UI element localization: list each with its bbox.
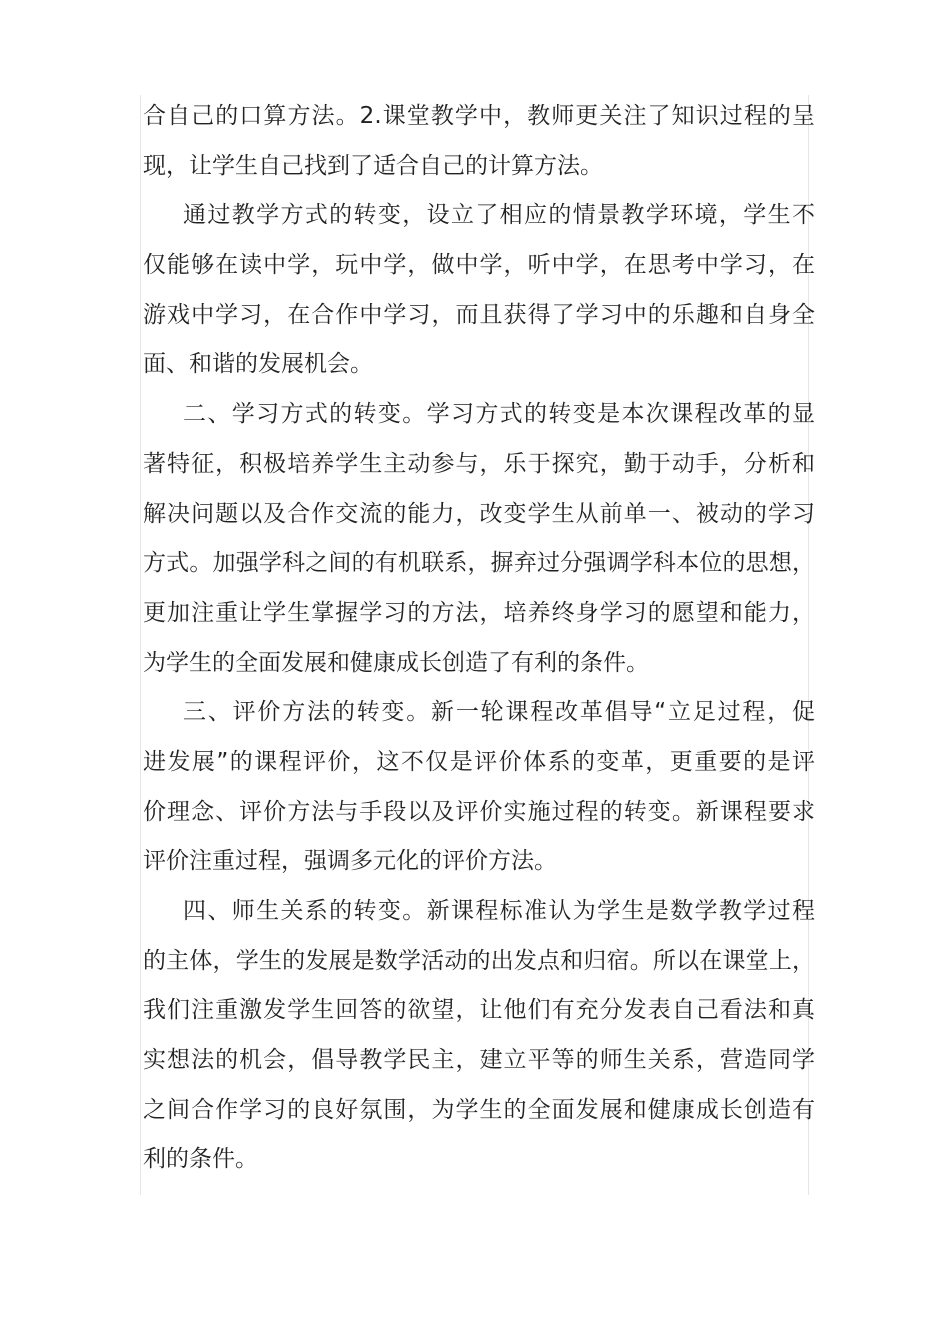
text-line: 解决问题以及合作交流的能力，改变学生从前单一、被动的学习 — [143, 500, 815, 527]
text-line: 现，让学生自己找到了适合自己的计算方法。 — [143, 152, 603, 179]
text-line: 更加注重让学生掌握学习的方法，培养终身学习的愿望和能力， — [143, 599, 815, 626]
text-line: 为学生的全面发展和健康成长创造了有利的条件。 — [143, 649, 649, 676]
text-line: 方式。加强学科之间的有机联系，摒弃过分强调学科本位的思想， — [143, 550, 815, 577]
document-body — [143, 92, 815, 1185]
text-line: 著特征，积极培养学生主动参与，乐于探究，勤于动手，分析和 — [143, 450, 815, 477]
text-line: 实想法的机会，倡导教学民主，建立平等的师生关系，营造同学 — [143, 1047, 815, 1074]
text-line: 价理念、评价方法与手段以及评价实施过程的转变。新课程要求 — [143, 798, 815, 825]
text-line: 之间合作学习的良好氛围，为学生的全面发展和健康成长创造有 — [143, 1096, 815, 1123]
paragraph-first-line: 二、学习方式的转变。学习方式的转变是本次课程改革的显 — [183, 401, 815, 428]
paragraph-first-line: 四、师生关系的转变。新课程标准认为学生是数学教学过程 — [183, 898, 815, 924]
page-border-left — [140, 95, 141, 1195]
text-line: 面、和谐的发展机会。 — [143, 351, 373, 378]
text-line: 合自己的口算方法。2.课堂教学中，教师更关注了知识过程的呈 — [143, 103, 815, 129]
text-line: 游戏中学习，在合作中学习，而且获得了学习中的乐趣和自身全 — [143, 301, 815, 328]
text-line: 利的条件。 — [143, 1146, 258, 1173]
text-line: 仅能够在读中学，玩中学，做中学，听中学，在思考中学习，在 — [143, 252, 815, 279]
text-line: 我们注重激发学生回答的欲望，让他们有充分发表自己看法和真 — [143, 997, 815, 1024]
paragraph-first-line: 三、评价方法的转变。新一轮课程改革倡导“立足过程，促 — [183, 699, 815, 726]
text-line: 评价注重过程，强调多元化的评价方法。 — [143, 848, 557, 875]
text-line: 的主体，学生的发展是数学活动的出发点和归宿。所以在课堂上， — [143, 947, 815, 974]
paragraph-first-line: 通过教学方式的转变，设立了相应的情景教学环境，学生不 — [183, 202, 815, 229]
text-line: 进发展”的课程评价，这不仅是评价体系的变革，更重要的是评 — [143, 748, 815, 775]
